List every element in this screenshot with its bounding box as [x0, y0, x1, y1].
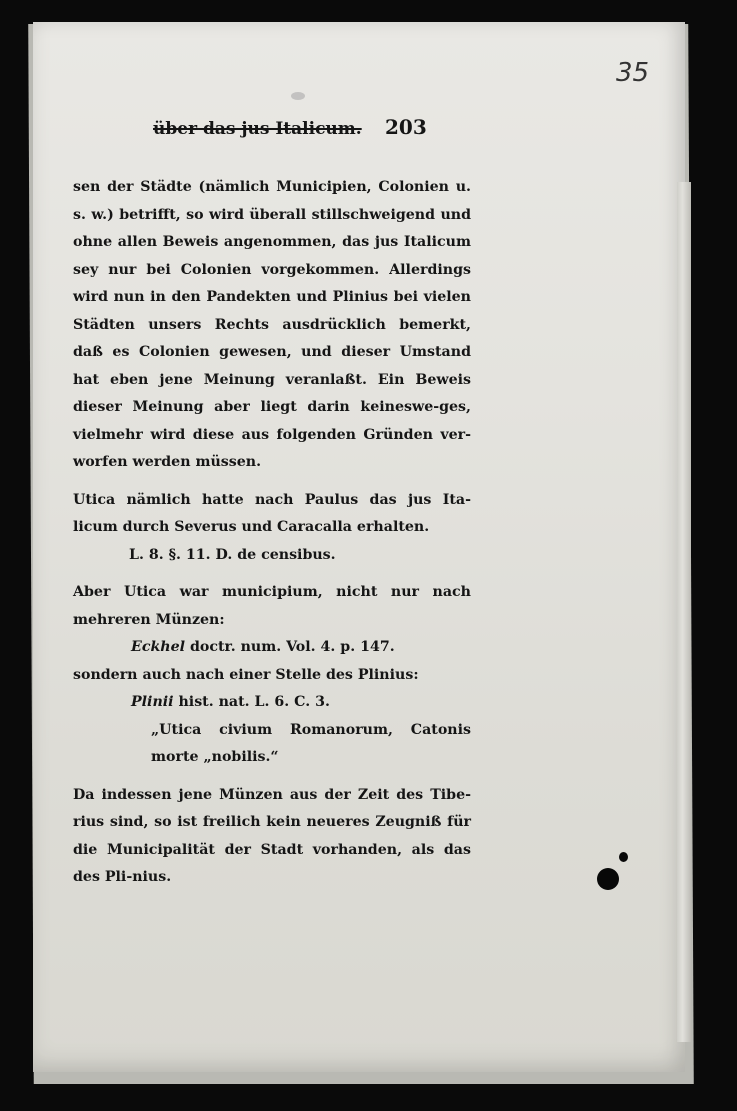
citation-2-rest: doctr. num. Vol. 4. p. 147. — [185, 639, 395, 655]
citation-2-author: Eckhel — [131, 639, 186, 655]
page-number: 203 — [385, 115, 427, 139]
paragraph-4: sondern auch nach einer Stelle des Plinius: — [73, 666, 419, 683]
handwritten-folio-number: 35 — [616, 58, 650, 88]
paragraph-3: Aber Utica war municipium, nicht nur nach mehreren Münzen: — [73, 584, 471, 628]
citation-3-rest: hist. nat. L. 6. C. 3. — [173, 694, 330, 710]
citation-3 — [73, 689, 471, 717]
book-page — [33, 22, 685, 1072]
paragraph-5: Da indessen jene Münzen aus der Zeit des Tibe-rius sind, so ist freilich kein neueres Zeugniß für die Municipalität der Stadt vorhanden, als das des Pli-nius. — [73, 786, 471, 885]
citation-3-author: Plinii — [131, 694, 174, 710]
citation-2 — [73, 634, 471, 662]
ink-blot — [597, 868, 619, 890]
ink-blot-small — [619, 852, 628, 862]
body-text — [73, 174, 471, 892]
latin-quote: „Utica civium Romanorum, Catonis morte „nobilis.“ — [151, 721, 471, 765]
paragraph-1: sen der Städte (nämlich Municipien, Colonien u. s. w.) betrifft, so wird überall stillschweigend und ohne allen Beweis angenommen, das jus Italicum sey nur bei Colonien vorgekommen. Allerdings wird nun in den Pandekten und Plinius bei vielen Städten unsers Rechts ausdrücklich bemerkt, daß es Colonien gewesen, und dieser Umstand hat eben jene Meinung veranlaßt. Ein Beweis dieser Meinung aber liegt darin keineswe-ges, vielmehr wird diese aus folgenden Gründen ver-worfen werden müssen. — [73, 179, 471, 470]
running-head — [153, 115, 453, 139]
paper-stain — [291, 92, 305, 100]
page-edge — [677, 182, 691, 1042]
citation-1: L. 8. §. 11. D. de censibus. — [129, 546, 336, 563]
running-head-title: über das jus Italicum. — [153, 119, 362, 139]
paragraph-2: Utica nämlich hatte nach Paulus das jus Ita-licum durch Severus und Caracalla erhalten. — [73, 491, 471, 535]
